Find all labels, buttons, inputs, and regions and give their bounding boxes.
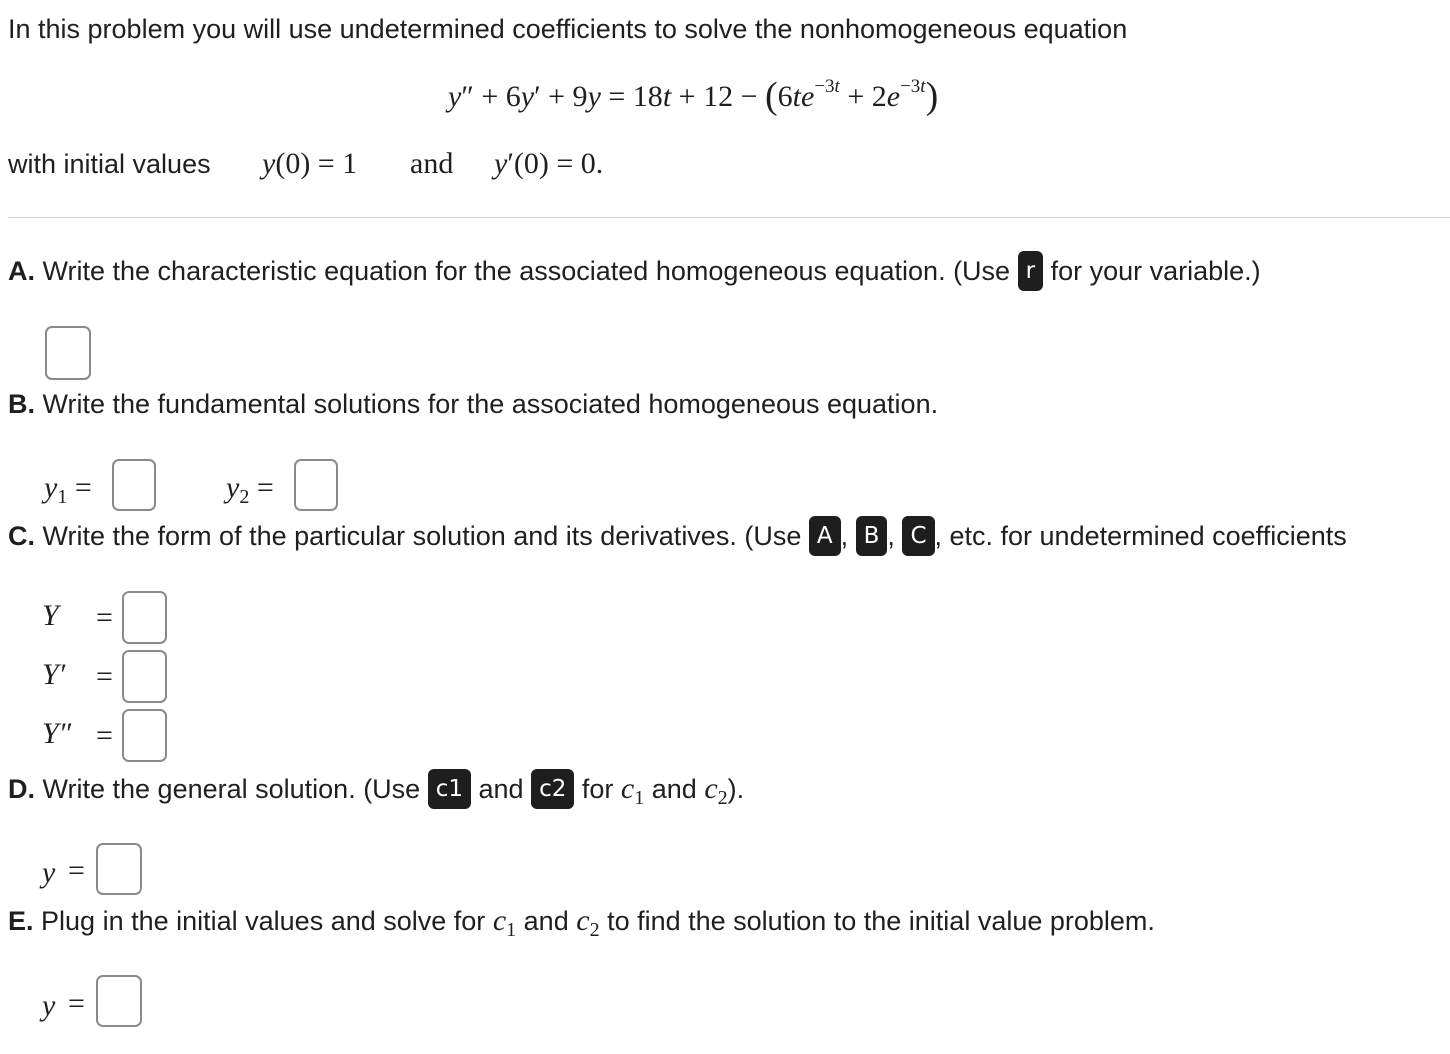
part-e-text: Plug in the initial values and solve for [41,906,486,936]
part-c-prompt: C. Write the form of the particular solution and its derivatives. (Use A , B , C , etc. for undetermined coefficients [8,520,1347,556]
const-chip-c1: c1 [428,769,471,809]
variable-chip-r: r [1018,251,1043,291]
y2-input[interactable] [294,459,338,511]
particular-Y-label: Y [42,599,59,632]
equals-sign: = [68,987,85,1020]
part-a-text-after: for your variable.) [1050,256,1261,287]
part-d-prompt: D. Write the general solution. (Use c1 and c2 for $c_1$ and $c_2$). [8,771,744,809]
particular-Ypp-label: Y″ [42,717,72,750]
part-c-text-after: , etc. for undetermined coefficients [934,521,1347,552]
initial-values-label: with initial values [8,149,211,179]
part-b-text: Write the fundamental solutions for the associated homogeneous equation. [42,389,939,419]
equals-sign: = [96,719,113,752]
characteristic-equation-input[interactable] [45,326,91,380]
problem-intro: In this problem you will use undetermined coefficients to solve the nonhomogeneous equation [8,14,1128,44]
equals-sign: = [96,660,113,693]
part-c-letter: C. [8,521,35,552]
ivp-solution-input[interactable] [96,975,142,1027]
coef-chip-a: A [809,516,841,556]
part-d-text: Write the general solution. (Use [42,774,421,804]
main-equation: $y'' + 6y' + 9y = 18t + 12 - (6te^{-3t} + 2e^{-3t})$ [448,75,939,117]
particular-Y-input[interactable] [122,591,167,644]
part-b-prompt [8,388,938,420]
part-a-text: Write the characteristic equation for the associated homogeneous equation. (Use [42,256,1011,287]
particular-Ypp-input[interactable] [122,709,167,762]
initial-and: and [410,147,454,180]
part-c-text: Write the form of the particular solution and its derivatives. (Use [42,521,802,552]
coef-chip-c: C [902,516,934,556]
part-d-letter: D. [8,774,35,804]
part-e-letter: E. [8,906,34,936]
particular-Yp-label: Y′ [42,658,66,691]
part-a-letter: A. [8,256,35,287]
initial-value-yp0: y′(0) = 0. [494,147,604,180]
initial-value-y0: y(0) = 1 [262,147,358,180]
y1-label: $y_1$ = [44,471,92,508]
divider [8,217,1450,218]
part-e-prompt: E. Plug in the initial values and solve for $c_1$ and $c_2$ to find the solution to the initial value problem. [8,904,1155,941]
part-b-letter: B. [8,389,35,419]
y1-input[interactable] [112,459,156,511]
particular-Yp-input[interactable] [122,650,167,703]
equals-sign: = [68,854,85,887]
general-solution-input[interactable] [96,843,142,895]
equals-sign: = [96,601,113,634]
general-solution-label: y [42,856,56,889]
coef-chip-b: B [856,516,888,556]
part-a-prompt [8,255,1261,291]
const-chip-c2: c2 [531,769,574,809]
y2-label: $y_2$ = [226,471,274,508]
ivp-solution-label: y [42,989,56,1022]
